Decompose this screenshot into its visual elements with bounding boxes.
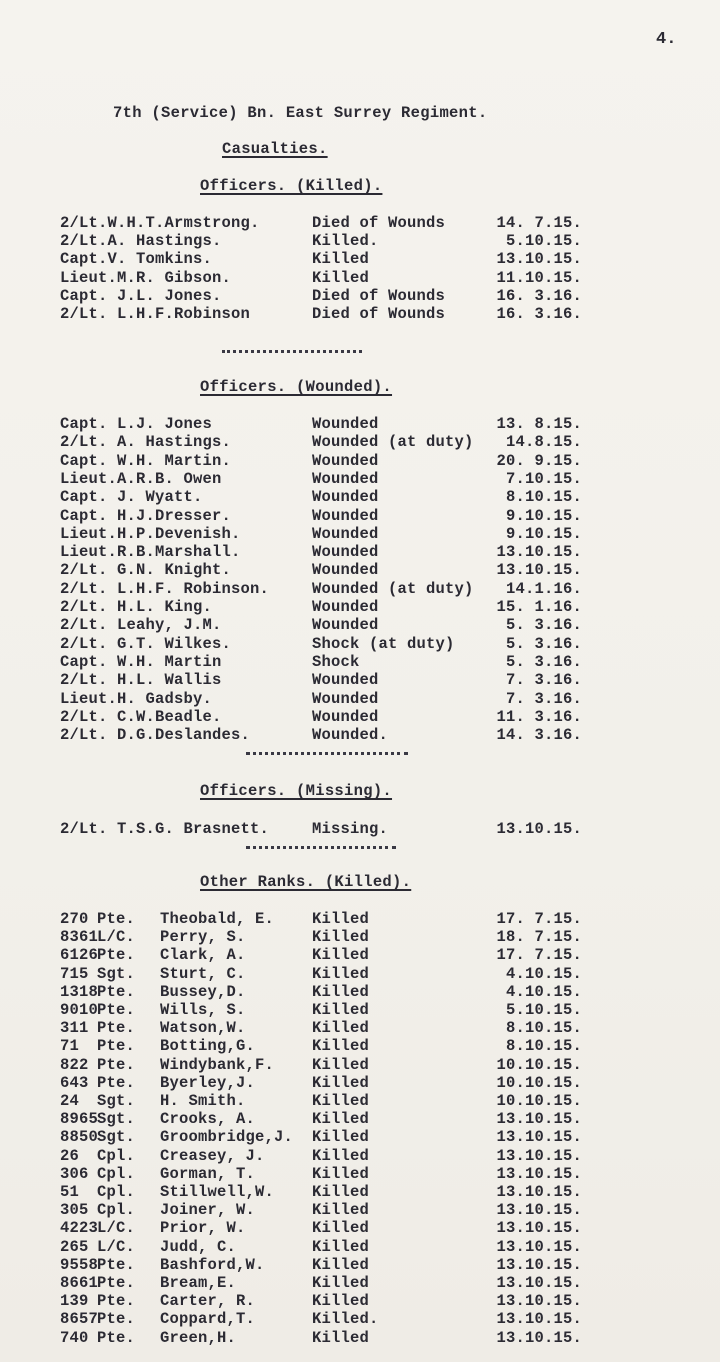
casualty-status: Killed	[312, 1201, 370, 1220]
casualty-date: 13.10.15.	[496, 1328, 582, 1347]
service-number: 265	[60, 1237, 89, 1256]
casualty-date: 20. 9.15.	[496, 451, 582, 470]
section-divider	[222, 350, 362, 353]
table-row	[0, 1056, 720, 1074]
casualty-status: Killed	[312, 1274, 370, 1292]
soldier-name: Crooks, A.	[160, 1110, 256, 1129]
table-row	[0, 580, 720, 598]
casualty-status: Killed	[312, 1164, 370, 1183]
casualty-status: Killed	[312, 1183, 370, 1201]
casualty-status: Killed	[312, 1037, 370, 1056]
casualty-date: 13.10.15.	[496, 1255, 582, 1274]
casualty-status: Wounded	[312, 616, 379, 635]
officer-name: 2/Lt. H.L. King.	[60, 598, 213, 616]
casualty-date: 13.10.15.	[496, 1146, 582, 1165]
casualty-date: 13.10.15.	[496, 250, 582, 269]
casualty-date: 17. 7.15.	[496, 946, 582, 965]
soldier-name: Sturt, C.	[160, 964, 246, 983]
service-number: 306	[60, 1164, 89, 1183]
rank: L/C.	[97, 1237, 136, 1256]
service-number: 311	[60, 1019, 89, 1038]
table-row	[0, 452, 720, 470]
casualty-date: 10.10.15.	[496, 1092, 582, 1110]
table-row	[0, 1201, 720, 1219]
table-row	[0, 415, 720, 433]
table-row	[0, 561, 720, 579]
officer-name: 2/Lt. C.W.Beadle.	[60, 707, 222, 726]
officer-name: 2/Lt.A. Hastings.	[60, 232, 222, 251]
casualty-status: Killed	[312, 1055, 370, 1074]
casualty-date: 17. 7.15.	[496, 910, 582, 928]
soldier-name: Botting,G.	[160, 1037, 256, 1056]
casualty-status: Killed	[312, 982, 370, 1001]
casualty-status: Killed	[312, 946, 370, 965]
casualty-status: Killed	[312, 1019, 370, 1038]
other-ranks-killed-heading: Other Ranks. (Killed).	[200, 873, 412, 891]
soldier-name: Theobald, E.	[160, 910, 275, 928]
table-row	[0, 708, 720, 726]
soldier-name: Judd, C.	[160, 1237, 237, 1256]
table-row	[0, 928, 720, 946]
soldier-name: Clark, A.	[160, 946, 246, 965]
service-number: 51	[60, 1183, 80, 1201]
table-row	[0, 1092, 720, 1110]
soldier-name: Coppard,T.	[160, 1310, 256, 1329]
casualty-date: 8.10.15.	[505, 488, 582, 507]
officer-name: Capt.V. Tomkins.	[60, 250, 213, 269]
casualty-date: 14.8.15.	[505, 433, 582, 452]
officer-name: Capt. J. Wyatt.	[60, 488, 203, 507]
table-row	[0, 1165, 720, 1183]
service-number: 6126	[60, 946, 99, 965]
rank: Pte.	[97, 946, 136, 965]
casualty-status: Shock	[312, 652, 360, 671]
casualty-date: 8.10.15.	[505, 1037, 582, 1056]
table-row	[0, 1183, 720, 1201]
service-number: 8850	[60, 1128, 99, 1147]
casualty-status: Shock (at duty)	[312, 634, 455, 653]
officer-name: Lieut.A.R.B. Owen	[60, 469, 222, 488]
officer-name: 2/Lt. L.H.F.Robinson	[60, 305, 251, 323]
officers-killed-heading: Officers. (Killed).	[200, 177, 383, 195]
table-row	[0, 910, 720, 928]
casualty-date: 13.10.15.	[496, 1164, 582, 1183]
rank: Sgt.	[97, 1092, 136, 1110]
table-row	[0, 1219, 720, 1237]
soldier-name: Creasey, J.	[160, 1146, 265, 1165]
casualty-date: 13. 8.15.	[496, 415, 582, 433]
service-number: 8361	[60, 928, 99, 947]
casualty-date: 7.10.15.	[505, 469, 582, 488]
casualty-date: 15. 1.16.	[496, 598, 582, 616]
casualty-status: Wounded	[312, 543, 379, 562]
officer-name: 2/Lt. A. Hastings.	[60, 433, 232, 452]
casualty-status: Wounded	[312, 451, 379, 470]
table-row	[0, 1037, 720, 1055]
rank: Pte.	[97, 1274, 136, 1292]
service-number: 9558	[60, 1255, 99, 1274]
soldier-name: Groombridge,J.	[160, 1128, 294, 1147]
casualty-status: Died of Wounds	[312, 214, 446, 232]
rank: Pte.	[97, 910, 136, 928]
officer-name: 2/Lt. G.T. Wilkes.	[60, 634, 232, 653]
table-row	[0, 635, 720, 653]
soldier-name: Perry, S.	[160, 928, 246, 947]
rank: L/C.	[97, 1219, 136, 1238]
table-row	[0, 653, 720, 671]
service-number: 822	[60, 1055, 89, 1074]
table-row	[0, 965, 720, 983]
table-row	[0, 690, 720, 708]
table-row	[0, 726, 720, 744]
table-row	[0, 305, 720, 323]
casualty-date: 13.10.15.	[496, 1237, 582, 1256]
table-row	[0, 543, 720, 561]
rank: Pte.	[97, 1255, 136, 1274]
casualty-status: Wounded	[312, 671, 379, 690]
soldier-name: Joiner, W.	[160, 1201, 256, 1220]
service-number: 270	[60, 910, 89, 928]
casualty-date: 13.10.15.	[496, 1219, 582, 1238]
service-number: 715	[60, 964, 89, 983]
service-number: 305	[60, 1201, 89, 1220]
soldier-name: Green,H.	[160, 1328, 237, 1347]
casualty-date: 14. 7.15.	[496, 214, 582, 232]
officers-wounded-heading: Officers. (Wounded).	[200, 378, 393, 396]
casualty-date: 16. 3.16.	[496, 305, 582, 323]
service-number: 8661	[60, 1274, 99, 1292]
casualty-date: 13.10.15.	[496, 1183, 582, 1201]
service-number: 24	[60, 1092, 80, 1110]
casualty-status: Killed	[312, 1073, 370, 1092]
casualty-status: Wounded	[312, 561, 379, 580]
soldier-name: Byerley,J.	[160, 1073, 256, 1092]
rank: Pte.	[97, 1001, 136, 1019]
casualty-date: 10.10.15.	[496, 1055, 582, 1074]
officer-name: Lieut.R.B.Marshall.	[60, 543, 241, 562]
rank: Cpl.	[97, 1183, 136, 1201]
casualty-status: Killed	[312, 1255, 370, 1274]
rank: Pte.	[97, 1073, 136, 1092]
casualty-status: Wounded	[312, 598, 379, 616]
table-row	[0, 1274, 720, 1292]
rank: Pte.	[97, 1328, 136, 1347]
table-row	[0, 671, 720, 689]
casualty-date: 13.10.15.	[496, 820, 582, 838]
casualty-status: Wounded	[312, 506, 379, 525]
table-row	[0, 250, 720, 268]
casualty-status: Killed.	[312, 1310, 379, 1329]
table-row	[0, 214, 720, 232]
casualty-status: Killed	[312, 910, 370, 928]
rank: Sgt.	[97, 1110, 136, 1129]
table-row	[0, 1019, 720, 1037]
casualty-status: Killed	[312, 1219, 370, 1238]
rank: Pte.	[97, 1292, 136, 1311]
casualty-status: Killed	[312, 250, 370, 269]
officer-name: Lieut.H. Gadsby.	[60, 689, 213, 708]
casualty-date: 18. 7.15.	[496, 928, 582, 947]
casualty-status: Wounded	[312, 415, 379, 433]
casualty-date: 13.10.15.	[496, 1201, 582, 1220]
casualty-date: 13.10.15.	[496, 1110, 582, 1129]
service-number: 8657	[60, 1310, 99, 1329]
table-row	[0, 1292, 720, 1310]
casualty-date: 10.10.15.	[496, 1073, 582, 1092]
casualty-date: 13.10.15.	[496, 1274, 582, 1292]
table-row	[0, 1256, 720, 1274]
casualty-date: 9.10.15.	[505, 524, 582, 543]
officer-name: Capt. L.J. Jones	[60, 415, 213, 433]
casualty-date: 14.1.16.	[505, 579, 582, 598]
casualty-status: Killed	[312, 268, 370, 287]
soldier-name: Carter, R.	[160, 1292, 256, 1311]
casualty-date: 8.10.15.	[505, 1019, 582, 1038]
table-row	[0, 820, 720, 838]
officers-missing-heading: Officers. (Missing).	[200, 782, 393, 800]
document-title: 7th (Service) Bn. East Surrey Regiment.	[113, 104, 488, 122]
casualty-status: Killed	[312, 1146, 370, 1165]
rank: L/C.	[97, 928, 136, 947]
officer-name: Capt. W.H. Martin.	[60, 451, 232, 470]
table-row	[0, 983, 720, 1001]
service-number: 8965	[60, 1110, 99, 1129]
table-row	[0, 287, 720, 305]
rank: Sgt.	[97, 964, 136, 983]
service-number: 71	[60, 1037, 80, 1056]
casualty-date: 5. 3.16.	[505, 652, 582, 671]
table-row	[0, 1310, 720, 1328]
casualty-date: 13.10.15.	[496, 1310, 582, 1329]
casualty-date: 11. 3.16.	[496, 707, 582, 726]
service-number: 139	[60, 1292, 89, 1311]
casualty-date: 7. 3.16.	[505, 671, 582, 690]
rank: Cpl.	[97, 1201, 136, 1220]
rank: Sgt.	[97, 1128, 136, 1147]
casualty-date: 13.10.15.	[496, 1128, 582, 1147]
casualties-heading: Casualties.	[222, 140, 328, 158]
casualty-status: Killed	[312, 1128, 370, 1147]
soldier-name: Wills, S.	[160, 1001, 246, 1019]
table-row	[0, 269, 720, 287]
casualty-status: Killed	[312, 1328, 370, 1347]
officer-name: Lieut.H.P.Devenish.	[60, 524, 241, 543]
rank: Cpl.	[97, 1164, 136, 1183]
casualty-date: 5.10.15.	[505, 1001, 582, 1019]
rank: Pte.	[97, 1055, 136, 1074]
casualty-status: Killed	[312, 1292, 370, 1311]
casualty-status: Wounded	[312, 469, 379, 488]
casualty-status: Wounded (at duty)	[312, 433, 474, 452]
section-divider	[246, 752, 408, 755]
casualty-date: 13.10.15.	[496, 1292, 582, 1311]
soldier-name: Prior, W.	[160, 1219, 246, 1238]
casualty-date: 13.10.15.	[496, 543, 582, 562]
officer-name: 2/Lt.W.H.T.Armstrong.	[60, 214, 260, 232]
officer-name: 2/Lt. T.S.G. Brasnett.	[60, 820, 270, 838]
casualty-date: 14. 3.16.	[496, 726, 582, 745]
page-number: 4.	[656, 30, 677, 49]
casualty-status: Missing.	[312, 820, 389, 838]
table-row	[0, 433, 720, 451]
officer-name: Capt. H.J.Dresser.	[60, 506, 232, 525]
casualty-status: Killed	[312, 1092, 370, 1110]
casualty-status: Wounded	[312, 689, 379, 708]
table-row	[0, 1238, 720, 1256]
casualty-status: Killed	[312, 964, 370, 983]
casualty-status: Killed	[312, 1110, 370, 1129]
soldier-name: Gorman, T.	[160, 1164, 256, 1183]
service-number: 643	[60, 1073, 89, 1092]
soldier-name: Bashford,W.	[160, 1255, 265, 1274]
table-row	[0, 1074, 720, 1092]
officer-name: Lieut.M.R. Gibson.	[60, 268, 232, 287]
soldier-name: Windybank,F.	[160, 1055, 275, 1074]
service-number: 9010	[60, 1001, 99, 1019]
table-row	[0, 1110, 720, 1128]
officer-name: 2/Lt. Leahy, J.M.	[60, 616, 222, 635]
casualty-date: 4.10.15.	[505, 964, 582, 983]
casualty-status: Killed.	[312, 232, 379, 251]
rank: Pte.	[97, 1310, 136, 1329]
officer-name: Capt. J.L. Jones.	[60, 286, 222, 305]
table-row	[0, 525, 720, 543]
table-row	[0, 598, 720, 616]
table-row	[0, 616, 720, 634]
officer-name: 2/Lt. D.G.Deslandes.	[60, 726, 251, 745]
service-number: 1318	[60, 982, 99, 1001]
table-row	[0, 488, 720, 506]
casualty-date: 7. 3.16.	[505, 689, 582, 708]
casualty-status: Killed	[312, 928, 370, 947]
service-number: 4223	[60, 1219, 99, 1238]
casualty-status: Wounded	[312, 707, 379, 726]
rank: Pte.	[97, 982, 136, 1001]
service-number: 740	[60, 1328, 89, 1347]
soldier-name: Bussey,D.	[160, 982, 246, 1001]
casualty-status: Killed	[312, 1237, 370, 1256]
table-row	[0, 232, 720, 250]
casualty-date: 4.10.15.	[505, 982, 582, 1001]
soldier-name: Bream,E.	[160, 1274, 237, 1292]
casualty-status: Wounded.	[312, 726, 389, 745]
rank: Pte.	[97, 1019, 136, 1038]
table-row	[0, 1128, 720, 1146]
table-row	[0, 946, 720, 964]
table-row	[0, 470, 720, 488]
casualty-date: 5. 3.16.	[505, 616, 582, 635]
rank: Cpl.	[97, 1146, 136, 1165]
casualty-status: Died of Wounds	[312, 305, 446, 323]
casualty-status: Killed	[312, 1001, 370, 1019]
section-divider	[246, 846, 396, 849]
casualty-status: Wounded	[312, 488, 379, 507]
casualty-status: Died of Wounds	[312, 286, 446, 305]
casualty-date: 5.10.15.	[505, 232, 582, 251]
officer-name: 2/Lt. L.H.F. Robinson.	[60, 579, 270, 598]
casualty-status: Wounded (at duty)	[312, 579, 474, 598]
table-row	[0, 1329, 720, 1347]
officer-name: 2/Lt. G.N. Knight.	[60, 561, 232, 580]
casualty-date: 13.10.15.	[496, 561, 582, 580]
officer-name: 2/Lt. H.L. Wallis	[60, 671, 222, 690]
rank: Pte.	[97, 1037, 136, 1056]
casualty-date: 16. 3.16.	[496, 286, 582, 305]
casualty-date: 9.10.15.	[505, 506, 582, 525]
table-row	[0, 1001, 720, 1019]
officer-name: Capt. W.H. Martin	[60, 652, 222, 671]
soldier-name: Stillwell,W.	[160, 1183, 275, 1201]
casualty-date: 11.10.15.	[496, 268, 582, 287]
casualty-date: 5. 3.16.	[505, 634, 582, 653]
table-row	[0, 507, 720, 525]
soldier-name: H. Smith.	[160, 1092, 246, 1110]
casualty-status: Wounded	[312, 524, 379, 543]
table-row	[0, 1147, 720, 1165]
service-number: 26	[60, 1146, 80, 1165]
soldier-name: Watson,W.	[160, 1019, 246, 1038]
